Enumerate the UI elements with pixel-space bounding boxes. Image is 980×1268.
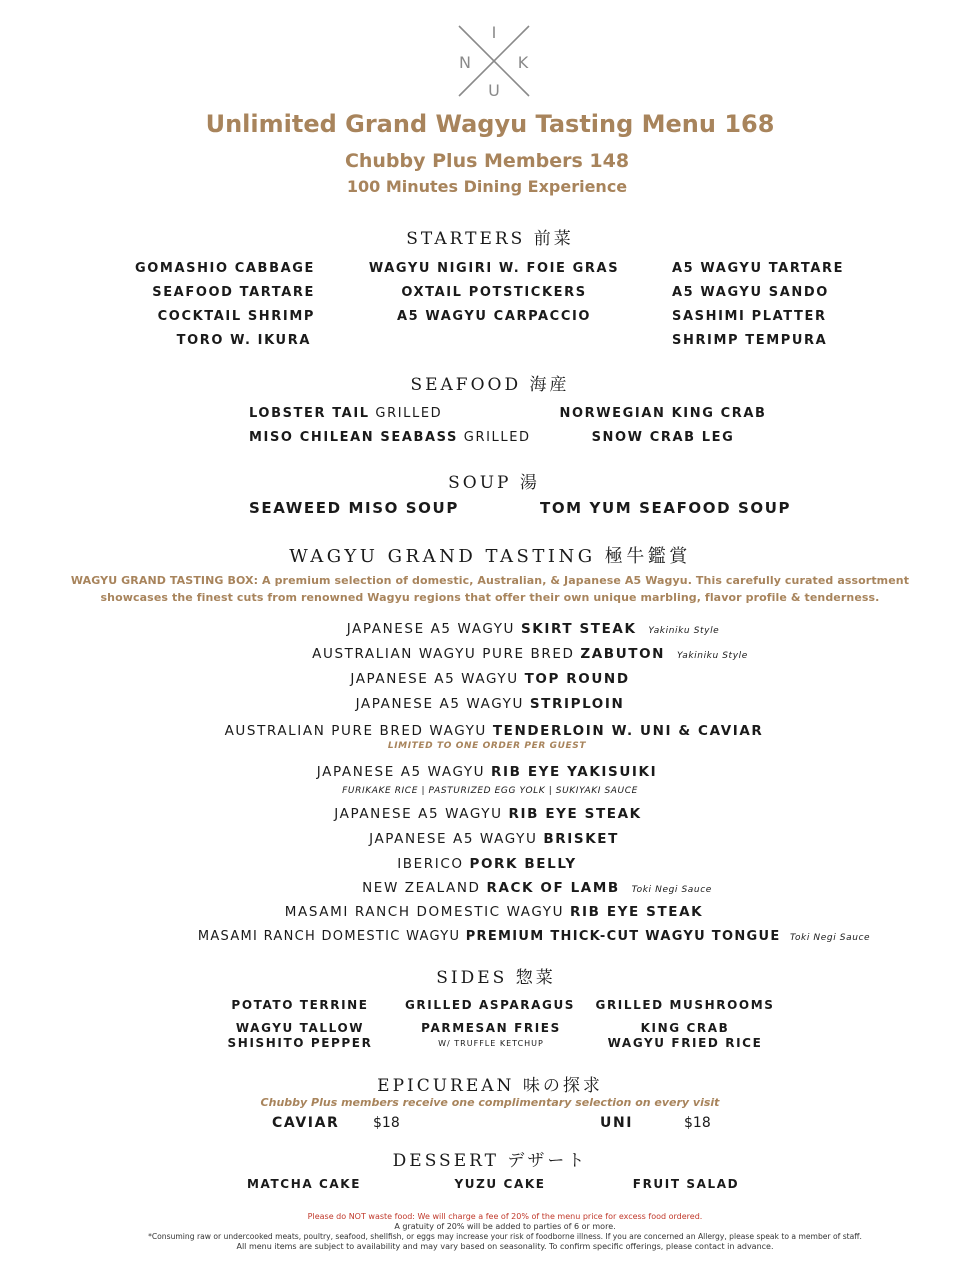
dessert-item: YUZU CAKE: [454, 1177, 546, 1191]
starter-item: COCKTAIL SHRIMP: [157, 309, 315, 324]
wagyu-item-note: Yakiniku Style: [648, 626, 720, 636]
starter-item: TORO W. IKURA: [176, 333, 311, 348]
soup-heading: SOUP 湯: [448, 473, 540, 493]
starter-item: OXTAIL POTSTICKERS: [401, 285, 587, 300]
waste-warning: Please do NOT waste food: We will charge a fee of 20% of the menu price for excess food ordered.: [307, 1212, 703, 1221]
members-price: Chubby Plus Members 148: [344, 150, 630, 172]
starter-item: SASHIMI PLATTER: [672, 309, 827, 324]
starters-column-2: [369, 257, 619, 329]
seafood-item: MISO CHILEAN SEABASS GRILLED: [249, 430, 531, 445]
logo-cross-icon: [455, 22, 533, 100]
dessert-heading: DESSERT デザート: [392, 1151, 588, 1171]
sides-heading: SIDES 惣菜: [436, 968, 556, 988]
epicurean-item-name: CAVIAR: [272, 1115, 340, 1131]
side-item-line: WAGYU FRIED RICE: [607, 1036, 763, 1050]
epicurean-item-price: $18: [684, 1115, 711, 1131]
consumption-advisory: *Consuming raw or undercooked meats, poultry, seafood, shellfish, or eggs may increase your risk of foodborne illness. If you are concerned an Allergy, please speak to a member of staff.: [148, 1232, 862, 1241]
side-item-line: PARMESAN FRIES: [421, 1021, 561, 1035]
dessert-item: FRUIT SALAD: [632, 1177, 740, 1191]
side-item-line: SHISHITO PEPPER: [227, 1036, 373, 1050]
starters-column-1: [135, 257, 315, 353]
soup-item: SEAWEED MISO SOUP: [249, 499, 459, 517]
tenderloin-limit-note: LIMITED TO ONE ORDER PER GUEST: [387, 741, 587, 751]
wagyu-item-note: Toki Negi Sauce: [631, 885, 712, 895]
starters-column-3: [672, 257, 844, 353]
logo-letter-bottom: U: [488, 81, 500, 100]
wagyu-item: JAPANESE A5 WAGYU RIB EYE YAKISUIKI: [316, 764, 658, 780]
side-item-potato: POTATO TERRINE: [231, 998, 369, 1012]
starter-item: GOMASHIO CABBAGE: [134, 261, 315, 276]
logo-letter-left: N: [459, 53, 471, 72]
wagyu-description-line-1: WAGYU GRAND TASTING BOX: A premium selection of domestic, Australian, & Japanese A5 Wagyu. This carefully curated assortment: [70, 574, 910, 587]
side-item-subtext: W/ TRUFFLE KETCHUP: [438, 1039, 544, 1048]
epicurean-item-name: UNI: [600, 1115, 634, 1131]
epicurean-member-note: Chubby Plus members receive one complimentary selection on every visit: [260, 1096, 720, 1109]
gratuity-note: A gratuity of 20% will be added to parties of 6 or more.: [394, 1222, 616, 1231]
logo-letter-right: K: [517, 53, 529, 72]
seafood-item: NORWEGIAN KING CRAB: [559, 406, 767, 421]
epicurean-heading: EPICUREAN 味の探求: [377, 1076, 603, 1096]
seafood-heading: SEAFOOD 海産: [410, 375, 570, 395]
side-item-line: KING CRAB: [640, 1021, 730, 1035]
wagyu-item: MASAMI RANCH DOMESTIC WAGYU RIB EYE STEAK: [284, 904, 704, 920]
wagyu-item-note: Yakiniku Style: [676, 651, 748, 661]
dessert-item: MATCHA CAKE: [247, 1177, 361, 1191]
wagyu-item: MASAMI RANCH DOMESTIC WAGYU PREMIUM THICK-CUT WAGYU TONGUE Toki Negi Sauce: [197, 929, 871, 944]
wagyu-heading: WAGYU GRAND TASTING 極牛鑑賞: [289, 546, 691, 567]
side-item-asparagus: GRILLED ASPARAGUS: [404, 998, 576, 1012]
starter-item: SHRIMP TEMPURA: [672, 333, 828, 348]
side-item-line: WAGYU TALLOW: [235, 1021, 365, 1035]
wagyu-item: JAPANESE A5 WAGYU STRIPLOIN: [355, 696, 625, 712]
yakisuiki-subtext: FURIKAKE RICE | PASTURIZED EGG YOLK | SUKIYAKI SAUCE: [342, 786, 638, 796]
wagyu-item: JAPANESE A5 WAGYU SKIRT STEAK Yakiniku Style: [346, 621, 720, 637]
soup-item: TOM YUM SEAFOOD SOUP: [540, 499, 792, 517]
dining-duration: 100 Minutes Dining Experience: [346, 177, 628, 196]
side-item-tallow: [228, 1021, 373, 1051]
side-item-fries: [421, 1021, 561, 1051]
wagyu-item: AUSTRALIAN PURE BRED WAGYU TENDERLOIN W. UNI & CAVIAR: [224, 723, 764, 739]
starter-item: SEAFOOD TARTARE: [152, 285, 315, 300]
wagyu-item-note: Toki Negi Sauce: [789, 933, 871, 943]
wagyu-item: IBERICO PORK BELLY: [397, 856, 577, 872]
wagyu-item: AUSTRALIAN WAGYU PURE BRED ZABUTON Yakiniku Style: [312, 646, 748, 662]
side-item-crab-rice: [608, 1021, 763, 1051]
wagyu-item: JAPANESE A5 WAGYU RIB EYE STEAK: [334, 806, 642, 822]
wagyu-item: JAPANESE A5 WAGYU BRISKET: [369, 831, 619, 847]
seafood-item: LOBSTER TAIL GRILLED: [249, 406, 443, 421]
wagyu-description-line-2: showcases the finest cuts from renowned Wagyu regions that offer their own unique marbling, flavor profile & tenderness.: [100, 591, 880, 604]
starter-item: WAGYU NIGIRI W. FOIE GRAS: [368, 261, 620, 276]
wagyu-item: NEW ZEALAND RACK OF LAMB Toki Negi Sauce: [362, 880, 712, 896]
inku-logo: [455, 22, 533, 100]
wagyu-item: JAPANESE A5 WAGYU TOP ROUND: [350, 671, 630, 687]
starter-item: A5 WAGYU SANDO: [672, 285, 829, 300]
starter-item: A5 WAGYU CARPACCIO: [396, 309, 592, 324]
side-item-mushrooms: GRILLED MUSHROOMS: [595, 998, 775, 1012]
seafood-column-2: [559, 402, 766, 450]
starters-heading: STARTERS 前菜: [406, 229, 574, 249]
menu-title: Unlimited Grand Wagyu Tasting Menu 168: [205, 110, 775, 138]
epicurean-item-price: $18: [373, 1115, 400, 1131]
seafood-item: SNOW CRAB LEG: [591, 430, 735, 445]
availability-note: All menu items are subject to availability and may vary based on seasonality. To confirm specific offerings, please contact in advance.: [236, 1242, 774, 1251]
starter-item: A5 WAGYU TARTARE: [672, 261, 845, 276]
seafood-column-1: [249, 402, 531, 450]
logo-letter-top: I: [491, 23, 497, 42]
